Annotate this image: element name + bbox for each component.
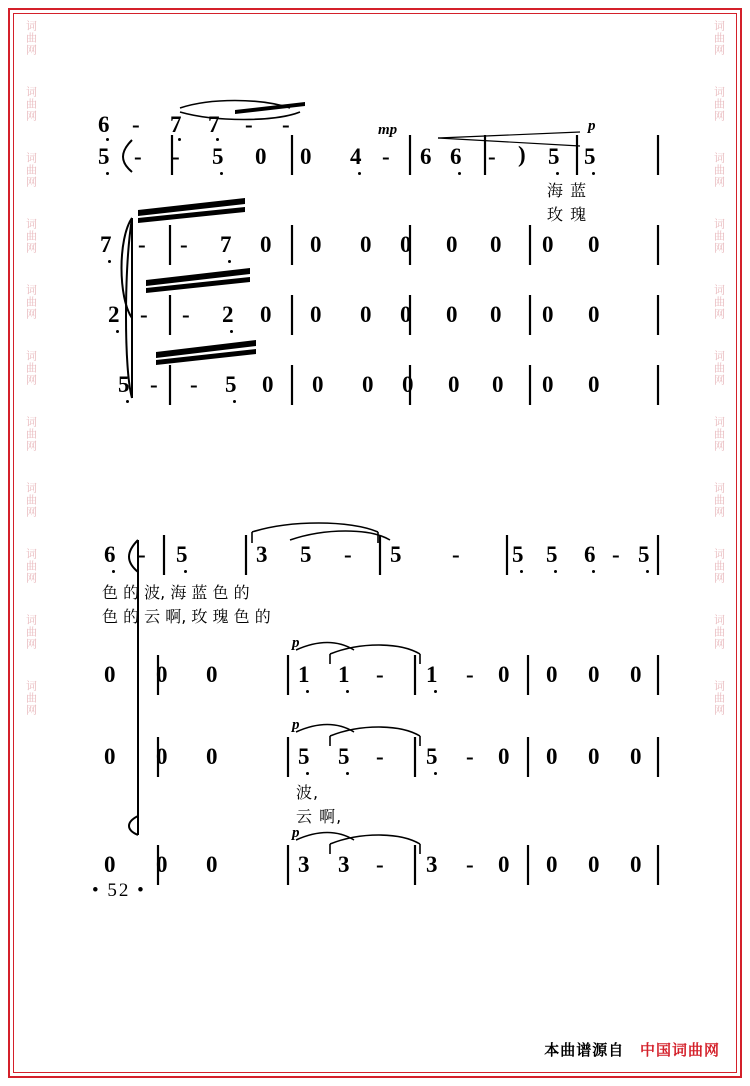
- note: 0: [546, 662, 558, 687]
- note: 0: [156, 744, 168, 769]
- note: 0: [260, 302, 272, 327]
- note: 2: [108, 302, 120, 327]
- note: 0: [498, 852, 510, 877]
- note-dot: [108, 260, 111, 263]
- note: -: [245, 112, 253, 137]
- note: 0: [104, 744, 116, 769]
- note: -: [172, 144, 180, 169]
- watermark-text: 词曲网: [712, 614, 726, 650]
- note: 2: [222, 302, 234, 327]
- note-dot: [556, 172, 559, 175]
- note: 0: [498, 744, 510, 769]
- note: 0: [156, 662, 168, 687]
- note-dot: [220, 172, 223, 175]
- lyric-line-2: 色 的 云 啊, 玫 瑰 色 的: [102, 607, 271, 626]
- watermark-text: 词曲网: [712, 86, 726, 122]
- note: 5: [426, 744, 438, 769]
- note: -: [180, 232, 188, 257]
- note: 5: [338, 744, 350, 769]
- note: 5: [118, 372, 130, 397]
- note: 3: [426, 852, 438, 877]
- watermark-text: 词曲网: [24, 284, 38, 320]
- watermark-text: 词曲网: [24, 152, 38, 188]
- watermark-text: 词曲网: [712, 218, 726, 254]
- note-dot: [306, 690, 309, 693]
- note: 0: [362, 372, 374, 397]
- note: 5: [176, 542, 188, 567]
- note: 6: [104, 542, 116, 567]
- note: 7: [208, 112, 220, 137]
- footer-source-label: 本曲谱源自: [544, 1041, 625, 1059]
- watermark-text: 词曲网: [712, 152, 726, 188]
- note: 0: [360, 302, 372, 327]
- watermark-text: 词曲网: [712, 416, 726, 452]
- lyric-line-2: 玫 瑰: [547, 205, 588, 224]
- note: -: [282, 112, 290, 137]
- footer-site-name[interactable]: 中国词曲网: [639, 1041, 720, 1059]
- note-dot: [458, 172, 461, 175]
- note: 5: [300, 542, 312, 567]
- note: 0: [630, 852, 642, 877]
- note: 1: [338, 662, 350, 687]
- note-dot: [434, 772, 437, 775]
- watermark-text: 词曲网: [24, 20, 38, 56]
- note: 7: [220, 232, 232, 257]
- watermark-text: 词曲网: [712, 680, 726, 716]
- note: 7: [170, 112, 182, 137]
- note: 0: [542, 302, 554, 327]
- note: -: [138, 542, 146, 567]
- watermark-text: 词曲网: [24, 86, 38, 122]
- note: 0: [446, 232, 458, 257]
- note-dot: [554, 570, 557, 573]
- note: -: [344, 542, 352, 567]
- note: 0: [588, 852, 600, 877]
- lyric-line-1: 波,: [296, 783, 320, 802]
- watermark-text: 词曲网: [24, 482, 38, 518]
- note: -: [376, 852, 384, 877]
- note: 7: [100, 232, 112, 257]
- note: 5: [546, 542, 558, 567]
- note-dot: [216, 138, 219, 141]
- note: 0: [262, 372, 274, 397]
- note: 6: [420, 144, 432, 169]
- note: 0: [542, 372, 554, 397]
- watermark-text: 词曲网: [712, 548, 726, 584]
- note: 3: [298, 852, 310, 877]
- note: -: [466, 662, 474, 687]
- note: 5: [212, 144, 224, 169]
- note: -: [466, 744, 474, 769]
- note: -: [150, 372, 158, 397]
- note: 5: [390, 542, 402, 567]
- note-dot: [592, 570, 595, 573]
- note: 1: [298, 662, 310, 687]
- note: 0: [630, 744, 642, 769]
- note: 0: [498, 662, 510, 687]
- watermark-text: 词曲网: [24, 548, 38, 584]
- watermark-text: 词曲网: [24, 680, 38, 716]
- note: 0: [206, 662, 218, 687]
- note-dot: [592, 172, 595, 175]
- note-dot: [116, 330, 119, 333]
- dynamic-p: p: [588, 118, 596, 134]
- note: -: [140, 302, 148, 327]
- repeat-bracket: ): [518, 142, 526, 167]
- note: 0: [588, 372, 600, 397]
- note-dot: [126, 400, 129, 403]
- dynamic-p: p: [292, 717, 300, 733]
- note: 6: [98, 112, 110, 137]
- note: -: [612, 542, 620, 567]
- note: 5: [548, 144, 560, 169]
- note-dot: [306, 772, 309, 775]
- note: 5: [584, 144, 596, 169]
- note-dot: [520, 570, 523, 573]
- dynamic-mp: mp: [378, 122, 398, 138]
- dynamic-p: p: [292, 635, 300, 651]
- note: -: [488, 144, 496, 169]
- note: -: [452, 542, 460, 567]
- note: 0: [546, 744, 558, 769]
- note-dot: [233, 400, 236, 403]
- note: 5: [512, 542, 524, 567]
- note: 0: [588, 744, 600, 769]
- note: -: [376, 744, 384, 769]
- note: 0: [490, 302, 502, 327]
- note: -: [190, 372, 198, 397]
- note: 0: [104, 852, 116, 877]
- watermark-text: 词曲网: [24, 614, 38, 650]
- note: 0: [588, 232, 600, 257]
- score-area: [60, 40, 690, 940]
- note: -: [182, 302, 190, 327]
- footer-source: [544, 1039, 720, 1060]
- note: 0: [492, 372, 504, 397]
- note: 6: [450, 144, 462, 169]
- note-dot: [228, 260, 231, 263]
- note: 0: [206, 744, 218, 769]
- note: 0: [490, 232, 502, 257]
- lyric-line-1: 色 的 波, 海 蓝 色 的: [102, 583, 250, 602]
- note-dot: [358, 172, 361, 175]
- note: -: [382, 144, 390, 169]
- note: -: [466, 852, 474, 877]
- note: 5: [98, 144, 110, 169]
- note: 0: [546, 852, 558, 877]
- note: 5: [225, 372, 237, 397]
- note: 3: [338, 852, 350, 877]
- note: 0: [255, 144, 267, 169]
- note: 0: [630, 662, 642, 687]
- watermark-text: 词曲网: [712, 482, 726, 518]
- note: 0: [310, 302, 322, 327]
- note: 0: [312, 372, 324, 397]
- note: 0: [300, 144, 312, 169]
- note-dot: [346, 772, 349, 775]
- watermark-text: 词曲网: [712, 350, 726, 386]
- note: 0: [310, 232, 322, 257]
- note-dot: [178, 138, 181, 141]
- note-dot: [106, 172, 109, 175]
- note: 0: [260, 232, 272, 257]
- note: 0: [206, 852, 218, 877]
- note-dot: [646, 570, 649, 573]
- watermark-text: 词曲网: [24, 416, 38, 452]
- note-dot: [230, 330, 233, 333]
- note: 0: [156, 852, 168, 877]
- note: 0: [360, 232, 372, 257]
- note: 0: [400, 232, 412, 257]
- note: 1: [426, 662, 438, 687]
- note: 0: [588, 302, 600, 327]
- note: 0: [542, 232, 554, 257]
- note: 5: [638, 542, 650, 567]
- note-dot: [184, 570, 187, 573]
- note-dot: [106, 138, 109, 141]
- dynamic-p: p: [292, 825, 300, 841]
- watermark-text: 词曲网: [712, 20, 726, 56]
- note-dot: [112, 570, 115, 573]
- note: -: [376, 662, 384, 687]
- watermark-text: 词曲网: [712, 284, 726, 320]
- note: -: [138, 232, 146, 257]
- note: 0: [588, 662, 600, 687]
- note: 0: [448, 372, 460, 397]
- watermark-text: 词曲网: [24, 350, 38, 386]
- page-number: • 52 •: [92, 880, 146, 901]
- note: 0: [400, 302, 412, 327]
- note-dot: [434, 690, 437, 693]
- note-dot: [346, 690, 349, 693]
- note: 0: [104, 662, 116, 687]
- note: 4: [350, 144, 362, 169]
- note: 5: [298, 744, 310, 769]
- watermark-text: 词曲网: [24, 218, 38, 254]
- note: 0: [446, 302, 458, 327]
- note: -: [132, 112, 140, 137]
- lyric-line-1: 海 蓝: [547, 181, 588, 200]
- note: 3: [256, 542, 268, 567]
- note: 0: [402, 372, 414, 397]
- lyric-line-2: 云 啊,: [296, 807, 343, 826]
- notation-lines-overlay: [60, 40, 690, 940]
- note: -: [134, 144, 142, 169]
- note: 6: [584, 542, 596, 567]
